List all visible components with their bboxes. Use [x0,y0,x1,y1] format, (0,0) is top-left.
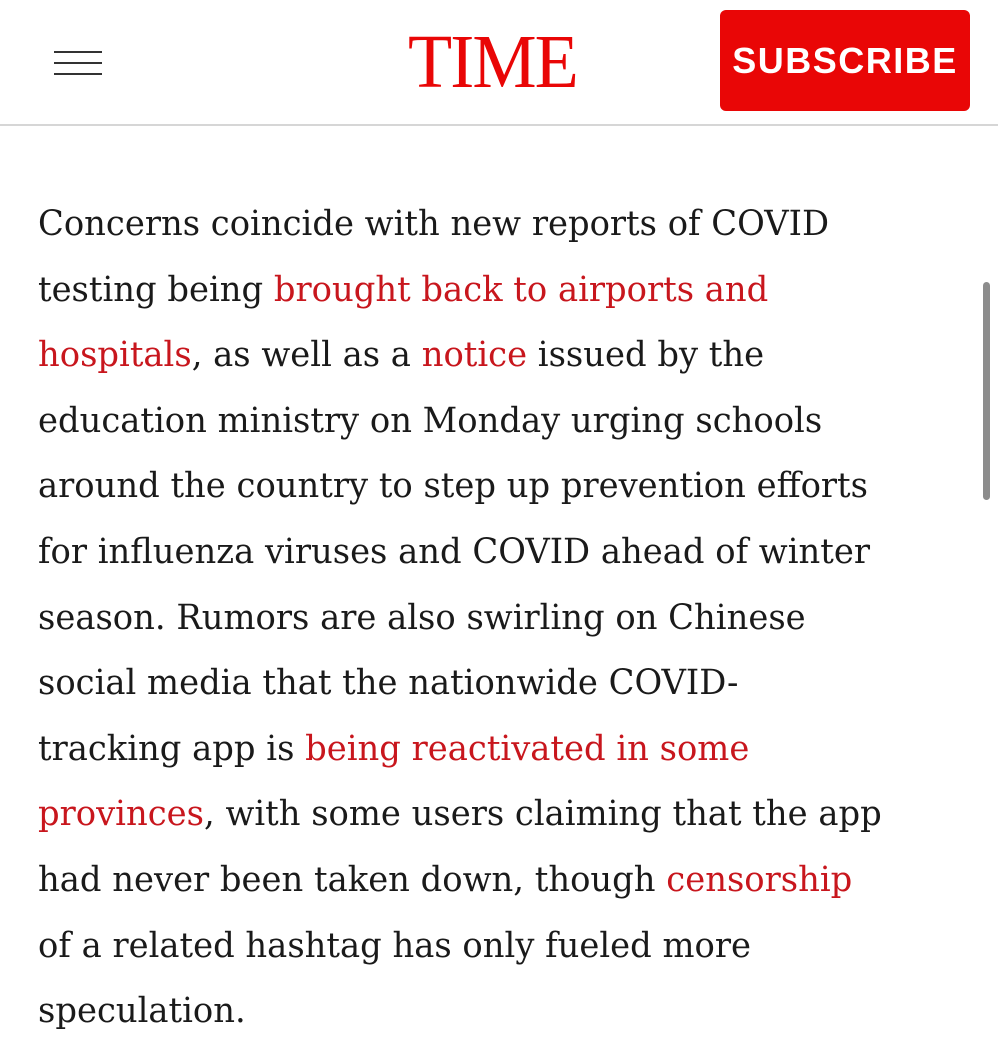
article-line [38,651,935,717]
time-logo[interactable]: TIME [408,20,577,104]
article-link[interactable]: hospitals [38,335,192,376]
article-text: , as well as a [191,335,422,376]
article-text: season. Rumors are also swirling on Chinese [38,597,806,638]
scrollbar-thumb[interactable] [983,282,990,500]
menu-bar-top [54,51,102,53]
article-text: social media that the nationwide COVID- [38,663,739,704]
article-text: education ministry on Monday urging schools [38,400,823,441]
article-line [38,914,935,980]
article-line [38,520,935,586]
article-text: had never been taken down, though [38,859,667,900]
article-line [38,717,935,783]
site-header [0,0,998,126]
article-paragraph [38,192,935,1045]
article-line [38,782,935,848]
article-line [38,323,935,389]
article-line [38,586,935,652]
article-text: for influenza viruses and COVID ahead of winter [38,531,870,572]
article-line [38,979,935,1045]
article-link[interactable]: notice [421,335,528,376]
article-text: issued by the [527,335,765,376]
article-link[interactable]: censorship [666,859,853,900]
article-line [38,848,935,914]
subscribe-button[interactable]: SUBSCRIBE [720,10,970,111]
article-text: Concerns coincide with new reports of COVID [38,204,830,244]
article-link[interactable]: provinces [38,794,204,835]
hamburger-menu-icon[interactable] [54,51,102,75]
article-text: of a related hashtag has only fueled more [38,925,752,966]
article-body [38,192,935,1045]
article-line [38,192,935,258]
article-line [38,258,935,324]
article-text: testing being [38,269,274,310]
article-text: , with some users claiming that the app [203,794,882,835]
article-link[interactable]: brought back to airports and [273,269,769,310]
menu-bar-bottom [54,73,102,75]
article-text: tracking app is [38,728,306,769]
menu-bar-middle [54,62,102,64]
article-line [38,454,935,520]
article-text: speculation. [38,991,246,1032]
article-text: around the country to step up prevention efforts [38,466,868,507]
article-line [38,389,935,455]
article-link[interactable]: being reactivated in some [305,728,750,769]
